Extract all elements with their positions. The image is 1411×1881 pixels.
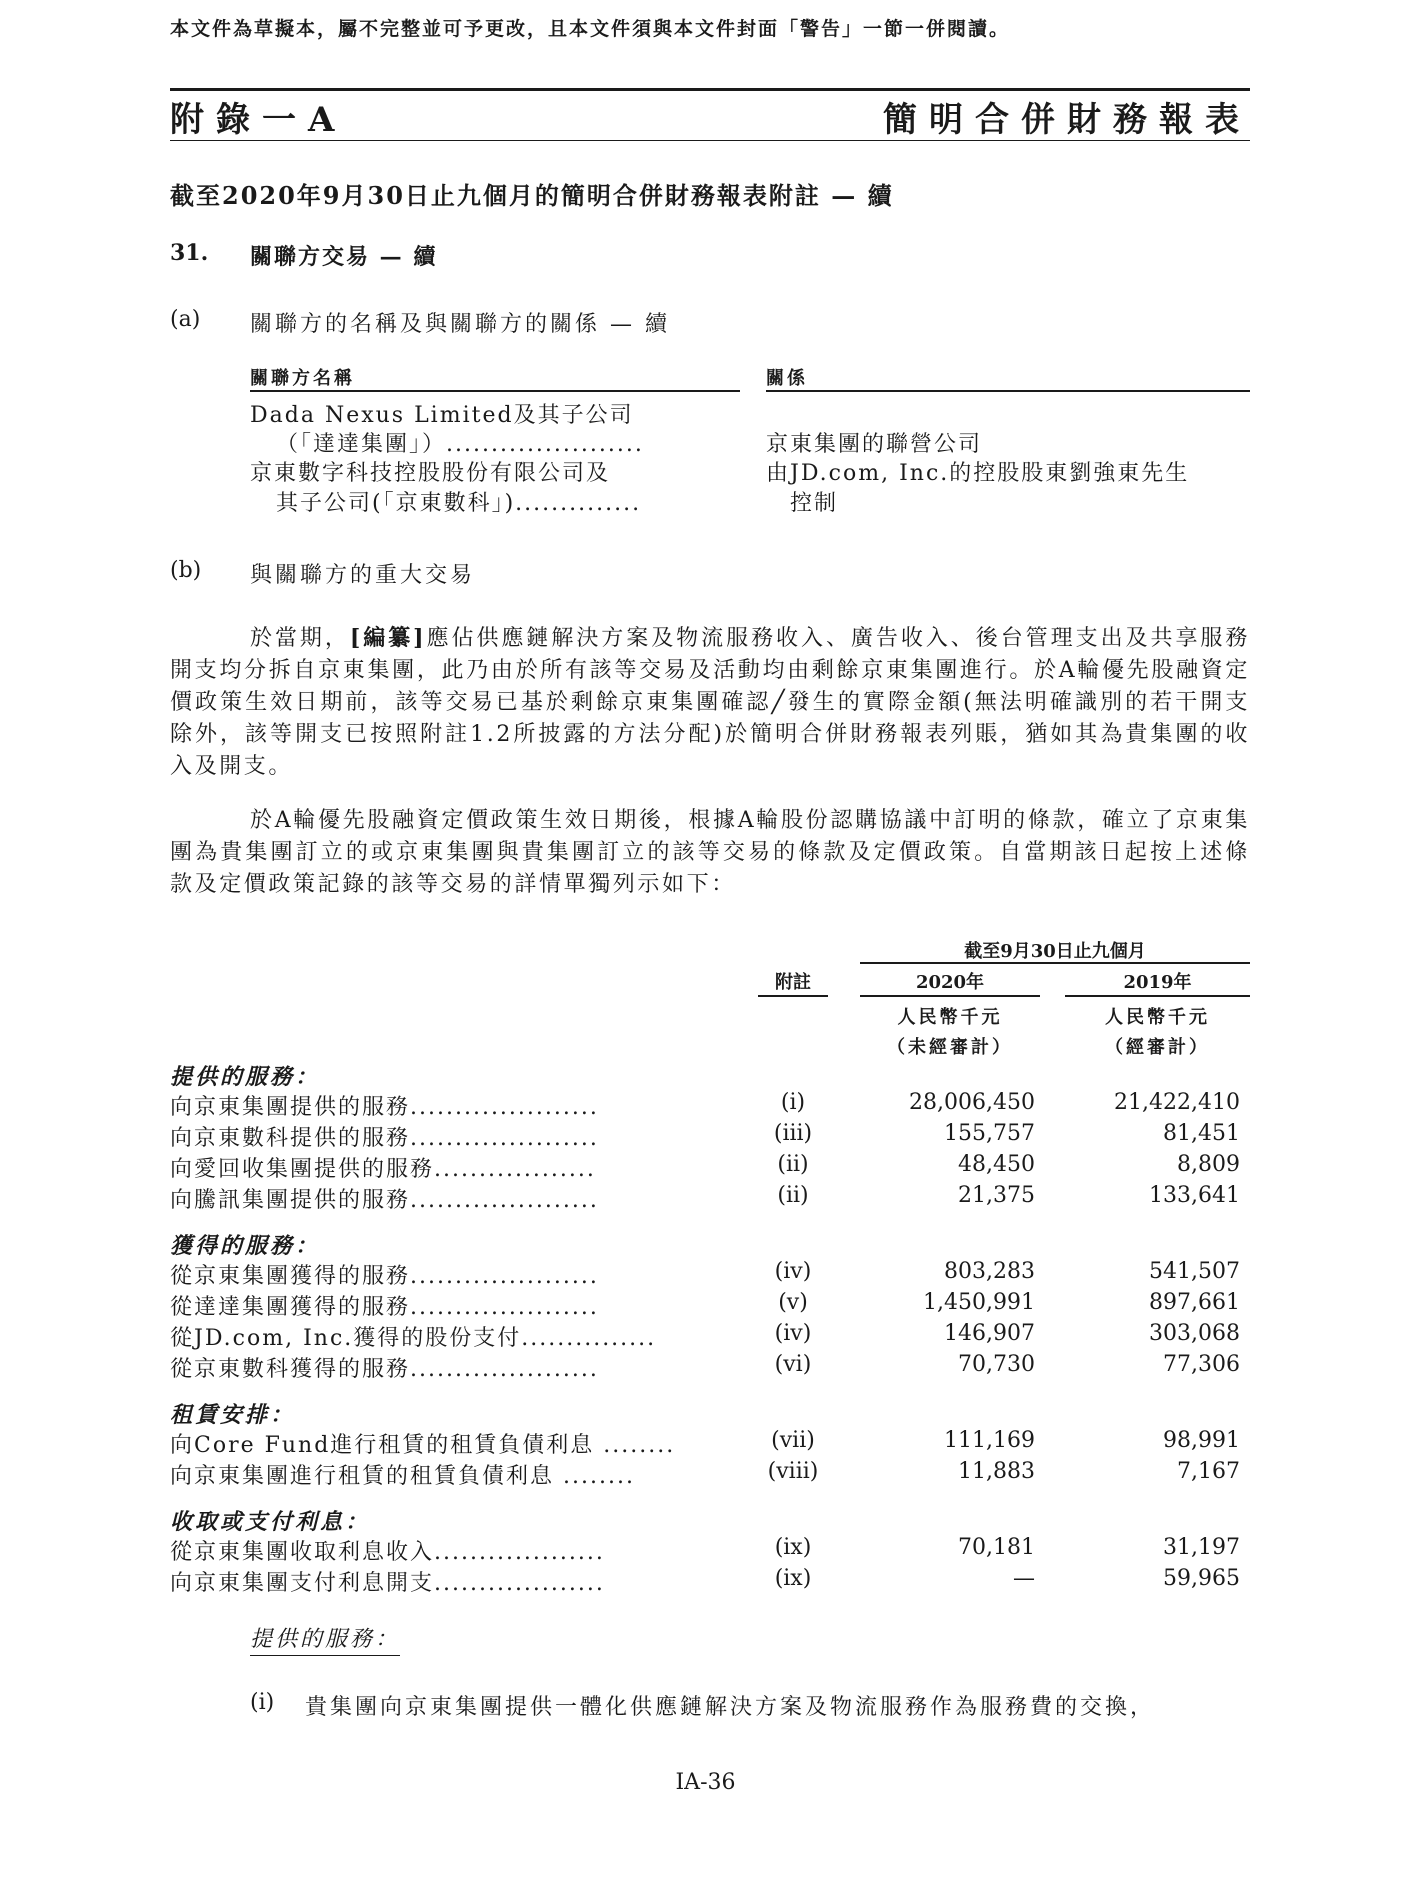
row-label: 從京東集團獲得的服務..................... [170, 1264, 599, 1289]
note-header: 附註 [775, 972, 811, 993]
relation-desc-line: 京東集團的聯營公司 [766, 432, 983, 457]
row-value-2020: 70,181 [958, 1535, 1035, 1560]
notes-subtitle: 截至2020年9月30日止九個月的簡明合併財務報表附註 — 續 [170, 181, 894, 210]
row-note: (i) [780, 1090, 806, 1115]
unit-2020-currency: 人民幣千元 [897, 1007, 1003, 1028]
row-value-2019: 897,661 [1149, 1290, 1240, 1315]
row-label: 向京東集團提供的服務..................... [170, 1095, 599, 1120]
row-note: (vi) [774, 1352, 812, 1377]
unit-2019-audit: （經審計） [1105, 1037, 1210, 1058]
paragraph-pricing-policy [170, 805, 1250, 901]
sub-b-label: (b) [170, 558, 202, 583]
row-label: 從京東集團收取利息收入................... [170, 1540, 605, 1565]
relation-name-line: Dada Nexus Limited及其子公司 [250, 403, 634, 428]
relation-name-line: 其子公司(「京東數科」).............. [276, 491, 642, 516]
para1-text-before: 於當期， [250, 626, 350, 651]
relations-col2-rule [766, 390, 1250, 392]
row-note: (v) [778, 1290, 808, 1315]
relations-col2-header: 關係 [766, 368, 808, 389]
group-title: 收取或支付利息： [170, 1509, 371, 1535]
row-label: 向京東集團支付利息開支................... [170, 1571, 605, 1596]
row-value-2020: 146,907 [944, 1321, 1035, 1346]
row-value-2019: 133,641 [1149, 1183, 1240, 1208]
group-title: 提供的服務： [170, 1064, 321, 1090]
row-label: 向騰訊集團提供的服務..................... [170, 1188, 599, 1213]
relation-name-line: （「達達集團」）...................... [276, 432, 644, 457]
row-value-2019: 303,068 [1149, 1321, 1240, 1346]
header-bottom-rule [170, 140, 1250, 141]
row-value-2020: 21,375 [958, 1183, 1035, 1208]
year-2020-header: 2020年 [915, 972, 985, 993]
unit-2019-currency: 人民幣千元 [1105, 1007, 1210, 1028]
row-label: 向Core Fund進行租賃的租賃負債利息 ........ [170, 1433, 676, 1458]
row-note: (ii) [777, 1152, 809, 1177]
report-title: 簡明合併財務報表 [883, 100, 1251, 140]
period-header: 截至9月30日止九個月 [964, 941, 1146, 962]
year-2019-header: 2019年 [1123, 972, 1192, 993]
appendix-title: 附錄一A [170, 100, 347, 140]
row-value-2019: 81,451 [1163, 1121, 1240, 1146]
row-label: 從JD.com, Inc.獲得的股份支付............... [170, 1326, 657, 1351]
row-value-2019: 31,197 [1163, 1535, 1240, 1560]
row-value-2019: 8,809 [1177, 1152, 1240, 1177]
row-value-2019: 21,422,410 [1114, 1090, 1240, 1115]
row-value-2020: 1,450,991 [923, 1290, 1035, 1315]
draft-notice: 本文件為草擬本，屬不完整並可予更改，且本文件須與本文件封面「警告」一節一併閱讀。 [170, 18, 1011, 40]
row-note: (ix) [774, 1566, 812, 1591]
group-title: 獲得的服務： [170, 1233, 321, 1259]
row-label: 從京東數科獲得的服務..................... [170, 1357, 599, 1382]
para2-text: 於A輪優先股融資定價政策生效日期後，根據A輪股份認購協議中訂明的條款，確立了京東集團為貴集團訂立的或京東集團與貴集團訂立的該等交易的條款及定價政策。自當期該日起按上述條款及定價政策記錄的該等交易的詳情單獨列示如下： [170, 808, 1250, 897]
unit-2020-audit: （未經審計） [887, 1037, 1013, 1058]
row-value-2020: 111,169 [944, 1428, 1035, 1453]
row-note: (vii) [771, 1428, 815, 1453]
row-label: 向愛回收集團提供的服務.................. [170, 1157, 596, 1182]
sub-b-title: 與關聯方的重大交易 [250, 563, 476, 588]
redacted-marker: [編纂] [349, 625, 427, 651]
row-value-2020: 11,883 [958, 1459, 1035, 1484]
row-label: 從達達集團獲得的服務..................... [170, 1295, 599, 1320]
services-provided-subheading: 提供的服務： [250, 1622, 400, 1656]
row-note: (ix) [774, 1535, 812, 1560]
row-label: 向京東數科提供的服務..................... [170, 1126, 599, 1151]
row-value-2019: 541,507 [1149, 1259, 1240, 1284]
section-title: 關聯方交易 — 續 [250, 244, 438, 270]
relations-col1-header: 關聯方名稱 [250, 368, 355, 389]
page-number: IA-36 [675, 1770, 736, 1795]
year-2019-rule [1065, 995, 1250, 997]
unit-2019 [1065, 1003, 1250, 1063]
row-value-2020: — [1013, 1566, 1035, 1591]
row-note: (iv) [774, 1259, 812, 1284]
section-number: 31. [170, 240, 209, 266]
relation-name-line: 京東數字科技控股股份有限公司及 [250, 461, 611, 486]
row-note: (ii) [777, 1183, 809, 1208]
row-note: (viii) [767, 1459, 819, 1484]
year-2020-rule [860, 995, 1040, 997]
row-value-2020: 48,450 [958, 1152, 1035, 1177]
paragraph-carve-out [170, 622, 1250, 783]
row-value-2020: 803,283 [944, 1259, 1035, 1284]
relations-col1-rule [250, 390, 740, 392]
row-value-2020: 70,730 [958, 1352, 1035, 1377]
row-note: (iv) [774, 1321, 812, 1346]
group-title: 租賃安排： [170, 1402, 296, 1428]
row-value-2020: 155,757 [944, 1121, 1035, 1146]
relation-desc-line: 控制 [790, 491, 839, 516]
header-top-rule [170, 88, 1250, 91]
sub-a-label: (a) [170, 307, 201, 332]
row-label: 向京東集團進行租賃的租賃負債利息 ........ [170, 1464, 635, 1489]
item-i-text: 貴集團向京東集團提供一體化供應鏈解決方案及物流服務作為服務費的交換， [305, 1695, 1156, 1720]
relation-desc-line: 由JD.com, Inc.的控股股東劉強東先生 [766, 461, 1190, 486]
row-note: (iii) [773, 1121, 813, 1146]
row-value-2019: 98,991 [1163, 1428, 1240, 1453]
row-value-2019: 77,306 [1163, 1352, 1240, 1377]
row-value-2020: 28,006,450 [909, 1090, 1035, 1115]
note-header-rule [758, 995, 828, 997]
sub-a-title: 關聯方的名稱及與關聯方的關係 — 續 [250, 312, 670, 337]
para1-text-after: 應佔供應鏈解決方案及物流服務收入、廣告收入、後台管理支出及共享服務開支均分拆自京東集團，此乃由於所有該等交易及活動均由剩餘京東集團進行。於A輪優先股融資定價政策生效日期前，該等交易已基於剩餘京東集團確認╱發生的實際金額(無法明確識別的若干開支除外，該等開支已按照附註1.2所披露的方法分配)於簡明合併財務報表列賬，猶如其為貴集團的收入及開支。 [170, 626, 1250, 779]
item-i-label: (i) [250, 1690, 275, 1715]
row-value-2019: 7,167 [1177, 1459, 1240, 1484]
row-value-2019: 59,965 [1163, 1566, 1240, 1591]
period-header-rule [860, 962, 1250, 964]
unit-2020 [860, 1003, 1040, 1063]
